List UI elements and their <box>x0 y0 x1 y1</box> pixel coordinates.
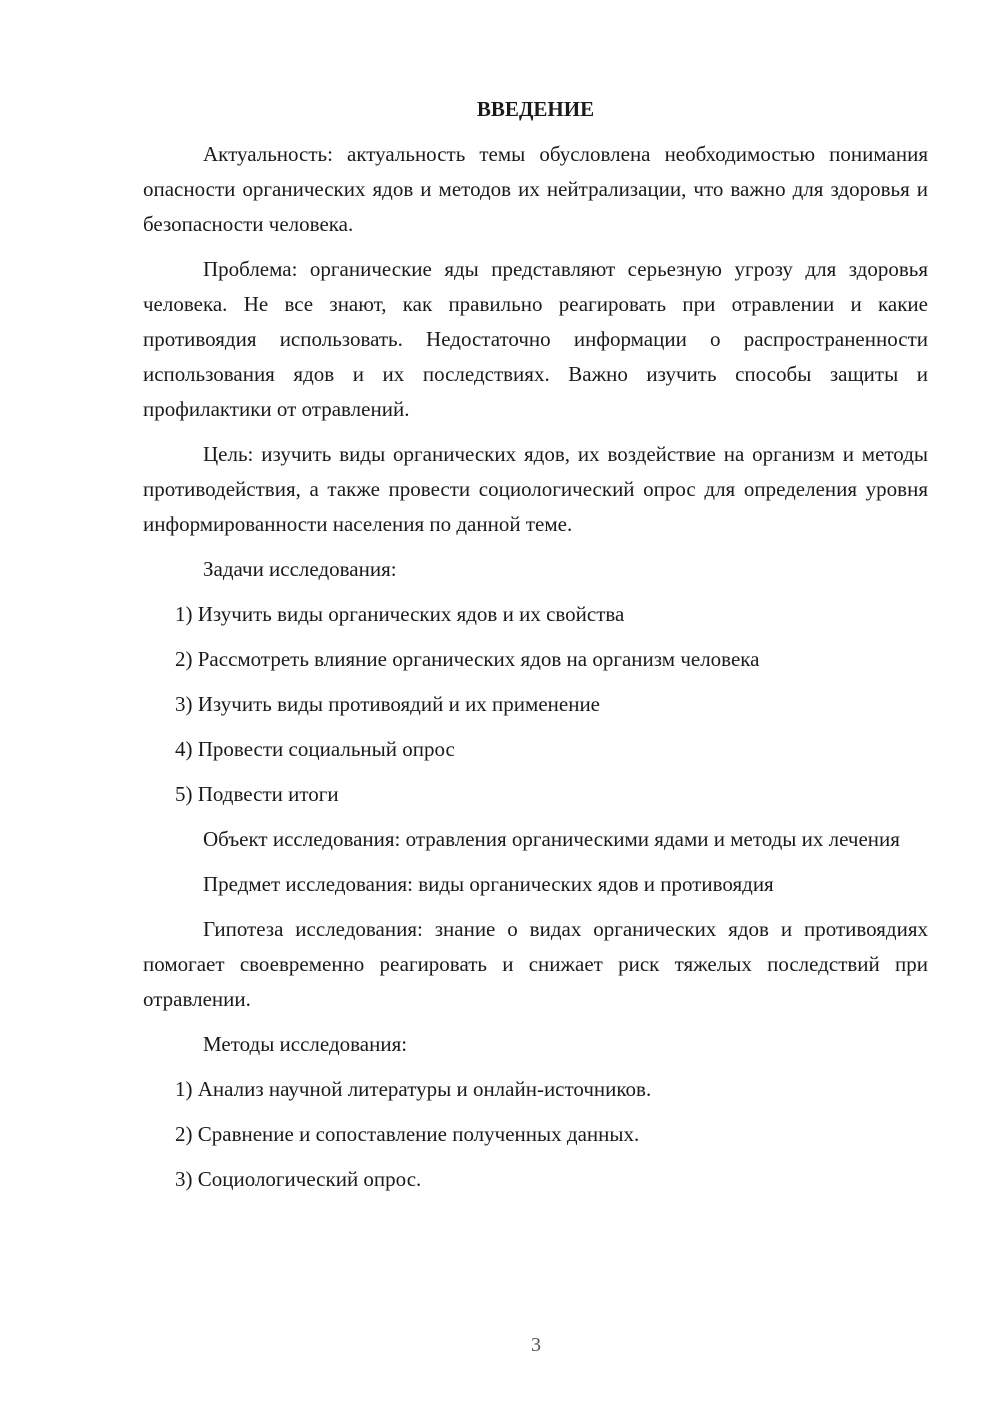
list-item: 3) Социологический опрос. <box>175 1167 422 1191</box>
list-item: 2) Рассмотреть влияние органических ядов на организм человека <box>175 647 760 671</box>
problem-paragraph: Проблема: органические яды представляют серьезную угрозу для здоровья человека. Не все знают, как правильно реагировать при отравлении и какие противоядия использовать. Недостаточно информации о распространенности использования ядов и их последствиях. Важно изучить способы защиты и профилактики от отравлений. <box>143 257 928 421</box>
subject-paragraph: Предмет исследования: виды органических ядов и противоядия <box>203 872 774 896</box>
section-heading: ВВЕДЕНИЕ <box>476 97 595 121</box>
list-item: 1) Изучить виды органических ядов и их свойства <box>175 602 625 626</box>
goal-paragraph: Цель: изучить виды органических ядов, их воздействие на организм и методы противодействия, а также провести социологический опрос для определения уровня информированности населения по данной теме. <box>143 442 928 536</box>
list-item: 4) Провести социальный опрос <box>175 737 455 761</box>
hypothesis-paragraph: Гипотеза исследования: знание о видах органических ядов и противоядиях помогает своевременно реагировать и снижает риск тяжелых последствий при отравлении. <box>143 917 928 1011</box>
list-item: 1) Анализ научной литературы и онлайн-источников. <box>175 1077 652 1101</box>
list-item: 2) Сравнение и сопоставление полученных данных. <box>175 1122 640 1146</box>
document-page <box>143 92 928 1197</box>
list-item: 5) Подвести итоги <box>175 782 339 806</box>
page-number: 3 <box>531 1334 541 1356</box>
list-item: 3) Изучить виды противоядий и их применение <box>175 692 601 716</box>
methods-title: Методы исследования: <box>203 1032 408 1056</box>
methods-list <box>143 1072 928 1197</box>
tasks-title: Задачи исследования: <box>203 557 397 581</box>
relevance-paragraph: Актуальность: актуальность темы обусловлена необходимостью понимания опасности органических ядов и методов их нейтрализации, что важно для здоровья и безопасности человека. <box>143 142 928 236</box>
tasks-list <box>143 597 928 812</box>
object-paragraph: Объект исследования: отравления органическими ядами и методы их лечения <box>203 827 900 851</box>
